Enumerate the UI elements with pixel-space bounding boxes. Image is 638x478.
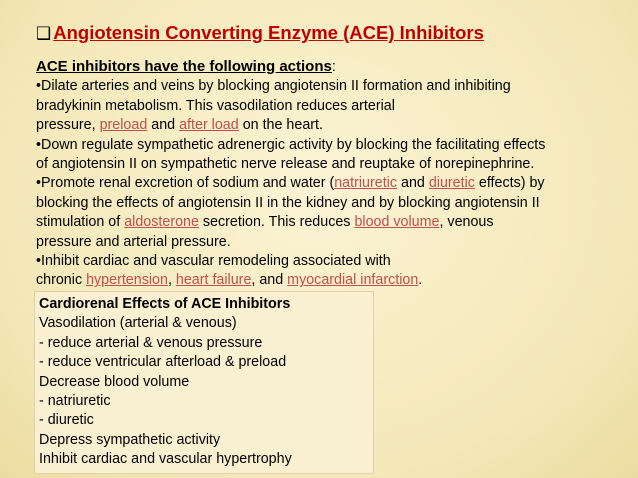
link-myocardial-infarction[interactable]: myocardial infarction bbox=[287, 272, 419, 289]
link-diuretic[interactable]: diuretic bbox=[428, 175, 475, 192]
bullet-text: of angiotensin II on sympathetic nerve release and reuptake of norepinephrine. bbox=[36, 156, 535, 173]
effect-line: - diuretic bbox=[39, 412, 94, 429]
effect-line: - reduce ventricular afterload & preload bbox=[39, 354, 287, 371]
checkbox-bullet-icon: ❑ bbox=[36, 24, 52, 43]
actions-heading-colon: : bbox=[331, 59, 336, 75]
bullet-text: , venous bbox=[439, 214, 494, 231]
effect-line: Vasodilation (arterial & venous) bbox=[39, 315, 237, 332]
link-preload[interactable]: preload bbox=[99, 117, 148, 134]
bullet-text: and bbox=[397, 175, 429, 192]
bullet-text: •Promote renal excretion of sodium and water ( bbox=[36, 175, 335, 192]
effect-line: - reduce arterial & venous pressure bbox=[39, 334, 263, 351]
link-natriuretic[interactable]: natriuretic bbox=[334, 175, 398, 192]
bullet-vasodilation bbox=[36, 77, 636, 135]
actions-section bbox=[36, 57, 636, 291]
slide-title bbox=[36, 22, 626, 44]
link-heart-failure[interactable]: heart failure bbox=[175, 272, 252, 289]
bullet-sympathetic bbox=[36, 136, 636, 175]
link-blood-volume[interactable]: blood volume bbox=[354, 214, 440, 231]
bullet-remodeling bbox=[36, 252, 636, 291]
link-aldosterone[interactable]: aldosterone bbox=[124, 214, 199, 231]
effect-line: - natriuretic bbox=[39, 393, 111, 410]
cardiorenal-effects-heading: Cardiorenal Effects of ACE Inhibitors bbox=[39, 296, 291, 312]
bullet-text: stimulation of bbox=[36, 214, 125, 231]
bullet-text: •Dilate arteries and veins by blocking angiotensin II formation and inhibiting bbox=[36, 78, 511, 95]
bullet-text: , and bbox=[251, 272, 288, 289]
bullet-text: blocking the effects of angiotensin II in the kidney and by blocking angiotensin II bbox=[36, 194, 540, 211]
bullet-text: •Down regulate sympathetic adrenergic activity by blocking the facilitating effects bbox=[36, 136, 546, 153]
bullet-text: chronic bbox=[36, 272, 87, 289]
actions-heading-line bbox=[36, 57, 636, 77]
slide-title-text: Angiotensin Converting Enzyme (ACE) Inhibitors bbox=[53, 22, 484, 43]
bullet-text: pressure and arterial pressure. bbox=[36, 233, 231, 250]
bullet-text: secretion. This reduces bbox=[198, 214, 355, 231]
bullet-text: effects) by bbox=[474, 175, 545, 192]
effect-line: Inhibit cardiac and vascular hypertrophy bbox=[39, 451, 292, 468]
bullet-text: pressure, bbox=[36, 117, 100, 134]
effect-line: Decrease blood volume bbox=[39, 373, 190, 390]
bullet-text: and bbox=[147, 117, 180, 134]
bullet-text: on the heart. bbox=[238, 117, 323, 134]
link-hypertension[interactable]: hypertension bbox=[86, 272, 168, 289]
bullet-text: . bbox=[418, 272, 423, 289]
bullet-text: , bbox=[167, 272, 176, 289]
cardiorenal-effects-box bbox=[34, 291, 374, 474]
link-after-load[interactable]: after load bbox=[179, 117, 239, 134]
actions-heading: ACE inhibitors have the following actions bbox=[36, 58, 332, 75]
effect-line: Depress sympathetic activity bbox=[39, 431, 221, 448]
bullet-text: bradykinin metabolism. This vasodilation reduces arterial bbox=[36, 97, 395, 114]
bullet-text: •Inhibit cardiac and vascular remodeling associated with bbox=[36, 253, 391, 270]
bullet-renal bbox=[36, 174, 636, 252]
